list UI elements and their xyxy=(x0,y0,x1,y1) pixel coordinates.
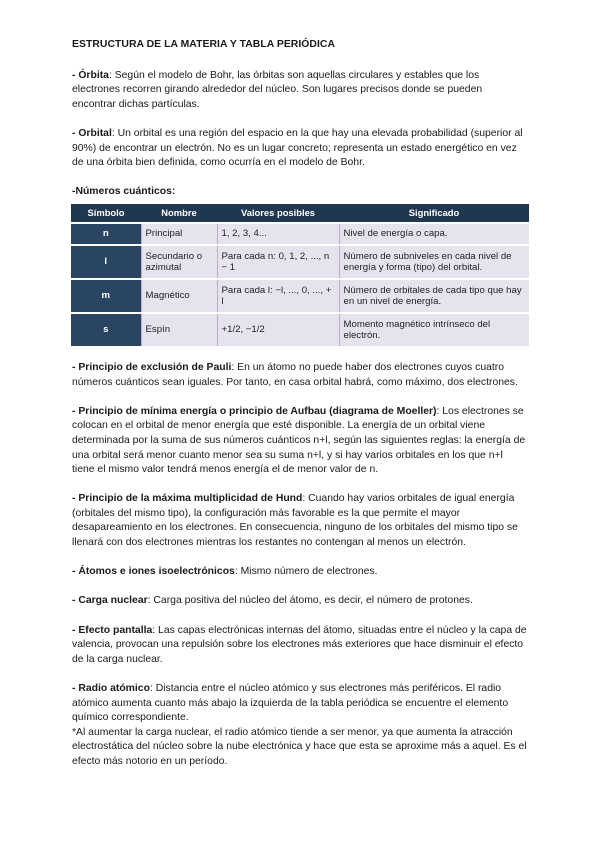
table-header-row xyxy=(71,204,529,223)
table-row xyxy=(71,245,529,279)
quantum-numbers-table xyxy=(71,204,529,346)
paragraph-isoelectronicos xyxy=(72,565,528,580)
cell-name: Principal xyxy=(141,223,217,245)
cell-meaning: Número de subniveles en cada nivel de energía y forma (tipo) del orbital. xyxy=(339,245,529,279)
paragraph-carga-nuclear xyxy=(72,594,528,609)
text-orbital: : Un orbital es una región del espacio en la que hay una elevada probabilidad (superior al 90%) de encontrar un electrón. No es un lugar concreto; representa un estado energético en vez de una órbita bien definida, como ocurría en el modelo de Bohr. xyxy=(72,127,523,169)
cell-symbol: s xyxy=(71,313,141,346)
paragraph-hund xyxy=(72,492,528,550)
table-row xyxy=(71,279,529,313)
term-efecto-pantalla: - Efecto pantalla xyxy=(72,624,153,636)
table-row xyxy=(71,313,529,346)
cell-symbol: m xyxy=(71,279,141,313)
text-hund: : Cuando hay varios orbitales de igual energía (orbitales del mismo tipo), la configuración más favorable es la que permite el mayor desapareamiento en los electrones. En consecuencia, ninguno de los orbitales del mismo tipo se llenará con dos electrones mientras los restantes no contengan al menos un electrón. xyxy=(72,493,518,549)
cell-values: Para cada n: 0, 1, 2, ..., n − 1 xyxy=(217,245,339,279)
cell-symbol: n xyxy=(71,223,141,245)
term-hund: - Principio de la máxima multiplicidad de Hund xyxy=(72,493,303,505)
cell-values: +1/2, −1/2 xyxy=(217,313,339,346)
table-header-cell: Valores posibles xyxy=(217,204,339,223)
term-radio-atomico: - Radio atómico xyxy=(72,683,150,694)
paragraph-efecto-pantalla xyxy=(72,624,528,668)
paragraph-pauli xyxy=(72,361,528,390)
text-efecto-pantalla: : Las capas electrónicas internas del átomo, situadas entre el núcleo y la capa de valencia, provocan una repulsión sobre los electrones más exteriores que hace disminuir el efecto de la carga nuclear. xyxy=(72,624,527,665)
text-aufbau: : Los electrones se colocan en el orbital de menor energía que esté disponible. La energía de un orbital viene determinada por la suma de sus números cuánticos n+l, según las siguientes reglas: la energía de una orbital será menor cuanto menor sea su suma n+l, y si hay varios orbitales en los que n+l tiene el mismo valor tendrá menos energía el de menor valor de n. xyxy=(72,405,526,476)
term-aufbau: - Principio de mínima energía o principio de Aufbau (diagrama de Moeller) xyxy=(72,405,437,417)
table-header-cell: Símbolo xyxy=(71,204,141,223)
page-title: ESTRUCTURA DE LA MATERIA Y TABLA PERIÓDICA xyxy=(72,39,336,50)
text-orbita: : Según el modelo de Bohr, las órbitas son aquellas circulares y estables que los electrones recorren girando alrededor del núcleo. Son lugares precisos donde se pueden encontrar dichas partículas. xyxy=(72,69,483,110)
table-row xyxy=(71,223,529,245)
cell-symbol: l xyxy=(71,245,141,279)
cell-name: Magnético xyxy=(141,279,217,313)
quantum-numbers-heading: -Números cuánticos: xyxy=(72,186,176,198)
paragraph-radio-atomico-note: *Al aumentar la carga nuclear, el radio atómico tiende a ser menor, ya que aumenta la atracción electrostática del núcleo sobre la nube electrónica y hace que esta se aproxime más a aquel. Es el efecto más notorio en un período. xyxy=(72,726,527,767)
cell-values: Para cada l: −l, ..., 0, ..., + l xyxy=(217,279,339,313)
cell-values: 1, 2, 3, 4... xyxy=(217,223,339,245)
cell-meaning: Nivel de energía o capa. xyxy=(339,223,529,245)
paragraph-orbita xyxy=(72,69,528,113)
text-radio-atomico: : Distancia entre el núcleo atómico y sus electrones más periféricos. El radio atómico aumenta cuanto más abajo la izquierda de la tabla periódica se encuentre el elemento químico correspondiente. xyxy=(72,683,509,724)
text-isoelectronicos: : Mismo número de electrones. xyxy=(234,566,378,578)
cell-name: Secundario o azimutal xyxy=(141,245,217,279)
text-carga-nuclear: : Carga positiva del núcleo del átomo, es decir, el número de protones. xyxy=(147,595,473,607)
cell-name: Espín xyxy=(141,313,217,346)
term-orbital: - Orbital xyxy=(72,127,112,139)
cell-meaning: Momento magnético intrínseco del electrón. xyxy=(339,313,529,346)
paragraph-aufbau xyxy=(72,405,528,478)
paragraph-radio-atomico xyxy=(72,682,528,726)
table-header-cell: Significado xyxy=(339,204,529,223)
document-page xyxy=(72,38,528,770)
term-carga-nuclear: - Carga nuclear xyxy=(72,595,148,607)
table-header-cell: Nombre xyxy=(141,204,217,223)
term-pauli: - Principio de exclusión de Pauli xyxy=(72,361,232,373)
paragraph-orbital xyxy=(72,127,528,171)
text-pauli: : En un átomo no puede haber dos electrones cuyos cuatro números cuánticos sean iguales. Por tanto, en casa orbital habrá, como máximo, dos electrones. xyxy=(72,361,518,388)
term-orbita: - Órbita xyxy=(72,69,109,81)
cell-meaning: Número de orbitales de cada tipo que hay en un nivel de energía. xyxy=(339,279,529,313)
term-isoelectronicos: - Átomos e iones isoelectrónicos xyxy=(72,566,235,578)
